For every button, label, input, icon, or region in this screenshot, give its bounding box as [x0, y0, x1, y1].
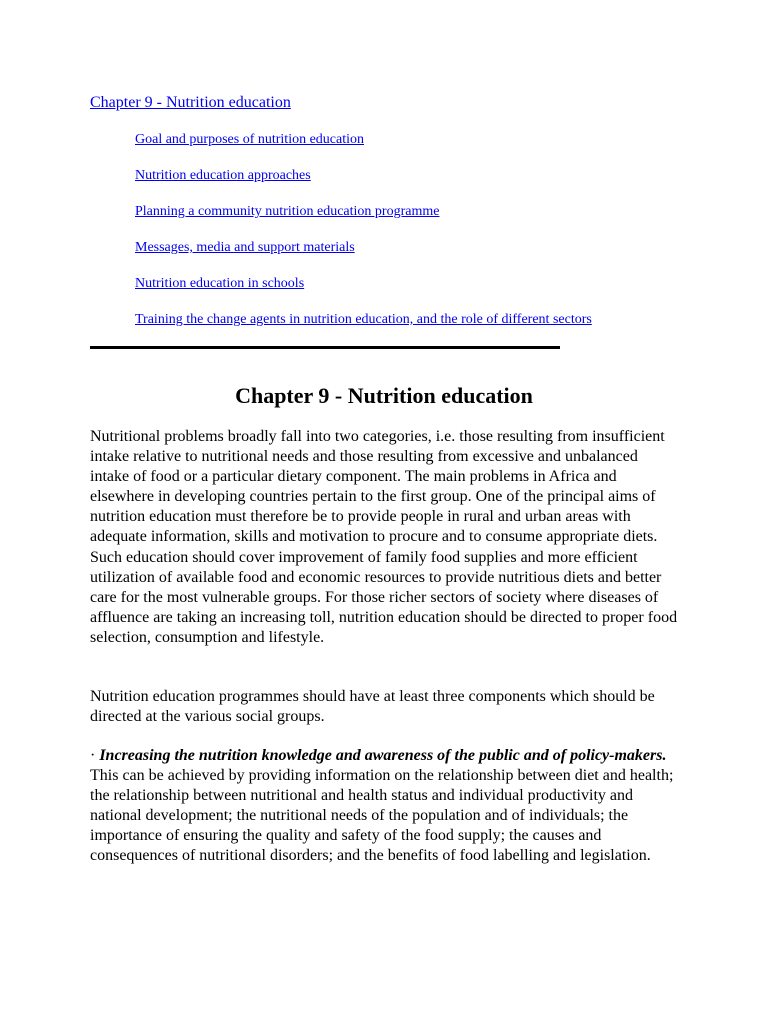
toc-link-education-in-schools[interactable]: Nutrition education in schools — [135, 276, 305, 291]
bullet-body-text: This can be achieved by providing information on the relationship between diet and health; the relationship between nutritional and health status and individual productivity and national development; the nutritional needs of the population and of individuals; the importance of ensuring the quality and safety of the food supply; the causes and consequences of nutritional disorders; and the benefits of food labelling and legislation. — [90, 767, 674, 865]
toc-link-approaches[interactable]: Nutrition education approaches — [135, 168, 311, 183]
intro-paragraph: Nutritional problems broadly fall into two categories, i.e. those resulting from insufficient intake relative to nutritional needs and those resulting from excessive and unbalanced intake of food or a particular dietary component. The main problems in Africa and elsewhere in developing countries pertain to the first group. One of the principal aims of nutrition education must therefore be to provide people in rural and urban areas with adequate information, skills and motivation to procure and to consume appropriate diets. Such education should cover improvement of family food supplies and more efficient utilization of available food and economic resources to provide nutritious diets and better care for the most vulnerable groups. For those richer sectors of society where diseases of affluence are taking an increasing toll, nutrition education should be directed to proper food selection, consumption and lifestyle. — [90, 428, 678, 646]
components-paragraph: Nutrition education programmes should have at least three components which should be directed at the various social groups. — [90, 688, 655, 726]
bullet-lead-text: Increasing the nutrition knowledge and awareness of the public and of policy-makers. — [99, 747, 667, 764]
toc-link-chapter-9[interactable]: Chapter 9 - Nutrition education — [90, 94, 291, 111]
horizontal-divider — [90, 346, 560, 349]
toc-link-planning-programme[interactable]: Planning a community nutrition education programme — [135, 204, 440, 219]
toc-link-goal-and-purposes[interactable]: Goal and purposes of nutrition education — [135, 132, 365, 147]
bullet-marker: · — [90, 747, 96, 764]
bullet-paragraph — [90, 746, 680, 867]
chapter-title: Chapter 9 - Nutrition education — [235, 383, 533, 408]
toc-link-messages-media[interactable]: Messages, media and support materials — [135, 240, 355, 255]
toc-link-training-change-agents[interactable]: Training the change agents in nutrition education, and the role of different sectors — [135, 312, 592, 327]
